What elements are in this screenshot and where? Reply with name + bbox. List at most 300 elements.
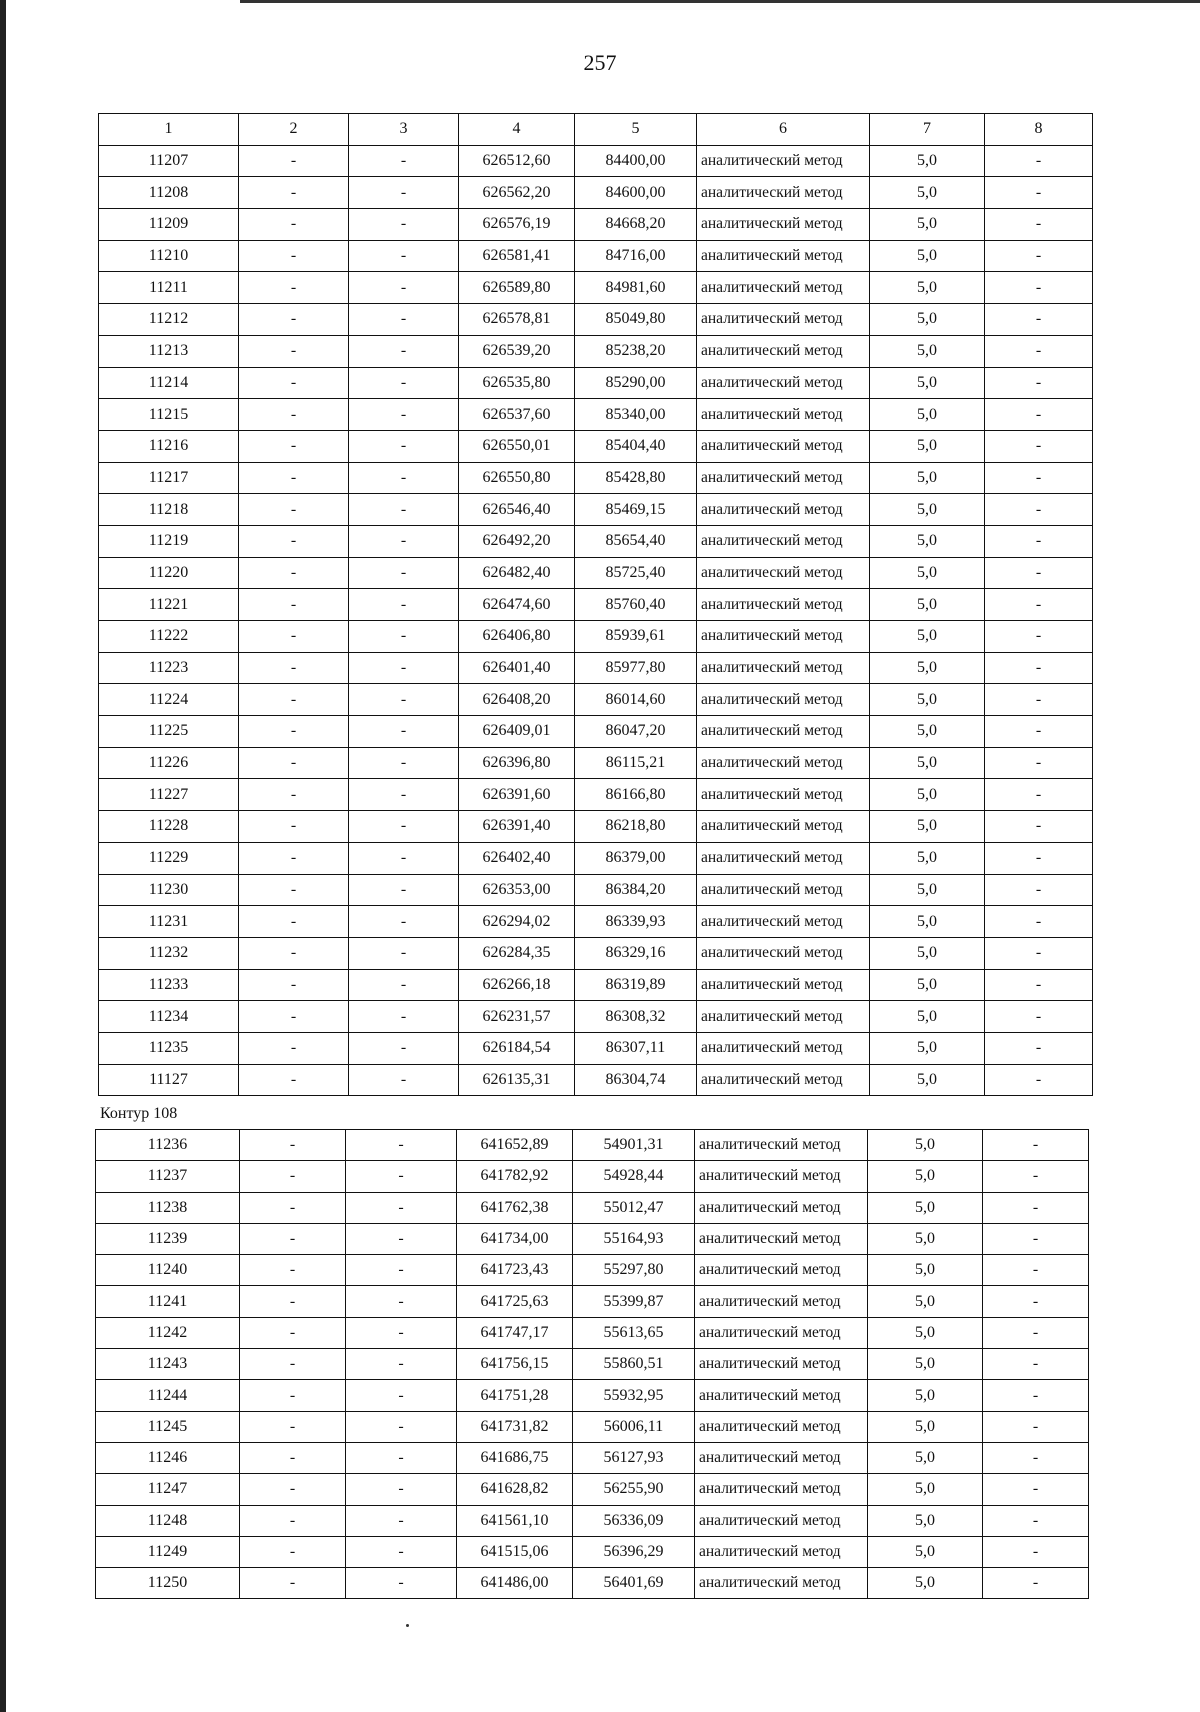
x-coordinate-cell: 626353,00 xyxy=(459,874,575,906)
dash-cell: - xyxy=(985,177,1093,209)
dash-cell: - xyxy=(240,1255,346,1286)
y-coordinate-cell: 86047,20 xyxy=(575,716,697,748)
dash-cell: - xyxy=(239,1064,349,1096)
x-coordinate-cell: 626401,40 xyxy=(459,652,575,684)
y-coordinate-cell: 56336,09 xyxy=(573,1505,695,1536)
dash-cell: - xyxy=(240,1536,346,1567)
table-row xyxy=(96,1505,1089,1536)
dash-cell: - xyxy=(240,1474,346,1505)
point-number-cell: 11246 xyxy=(96,1442,240,1473)
point-number-cell: 11212 xyxy=(99,304,239,336)
y-coordinate-cell: 86218,80 xyxy=(575,811,697,843)
dash-cell: - xyxy=(346,1380,457,1411)
table-row xyxy=(99,969,1093,1001)
point-number-cell: 11217 xyxy=(99,462,239,494)
dash-cell: - xyxy=(346,1286,457,1317)
method-cell: аналитический метод xyxy=(697,494,870,526)
x-coordinate-cell: 626184,54 xyxy=(459,1032,575,1064)
table-row xyxy=(96,1130,1089,1161)
dash-cell: - xyxy=(349,177,459,209)
dash-cell: - xyxy=(983,1192,1089,1223)
table-row xyxy=(99,145,1093,177)
page-number: 257 xyxy=(583,50,617,75)
point-number-cell: 11244 xyxy=(96,1380,240,1411)
x-coordinate-cell: 626409,01 xyxy=(459,716,575,748)
dash-cell: - xyxy=(239,209,349,241)
point-number-cell: 11211 xyxy=(99,272,239,304)
method-cell: аналитический метод xyxy=(697,430,870,462)
method-cell: аналитический метод xyxy=(695,1411,868,1442)
precision-cell: 5,0 xyxy=(868,1130,983,1161)
dash-cell: - xyxy=(983,1568,1089,1599)
table-row xyxy=(99,272,1093,304)
x-coordinate-cell: 626512,60 xyxy=(459,145,575,177)
method-cell: аналитический метод xyxy=(695,1380,868,1411)
dash-cell: - xyxy=(239,811,349,843)
precision-cell: 5,0 xyxy=(870,525,985,557)
dash-cell: - xyxy=(240,1442,346,1473)
point-number-cell: 11247 xyxy=(96,1474,240,1505)
method-cell: аналитический метод xyxy=(695,1536,868,1567)
dash-cell: - xyxy=(239,747,349,779)
dash-cell: - xyxy=(983,1474,1089,1505)
column-header: 1 xyxy=(99,114,239,146)
column-header: 7 xyxy=(870,114,985,146)
y-coordinate-cell: 85939,61 xyxy=(575,621,697,653)
dash-cell: - xyxy=(349,874,459,906)
x-coordinate-cell: 641561,10 xyxy=(457,1505,573,1536)
dash-cell: - xyxy=(239,842,349,874)
x-coordinate-cell: 626581,41 xyxy=(459,240,575,272)
table-row xyxy=(99,1064,1093,1096)
dash-cell: - xyxy=(349,462,459,494)
dash-cell: - xyxy=(349,906,459,938)
dash-cell: - xyxy=(983,1411,1089,1442)
method-cell: аналитический метод xyxy=(697,525,870,557)
x-coordinate-cell: 641747,17 xyxy=(457,1317,573,1348)
dash-cell: - xyxy=(349,1064,459,1096)
dash-cell: - xyxy=(240,1130,346,1161)
point-number-cell: 11225 xyxy=(99,716,239,748)
precision-cell: 5,0 xyxy=(870,177,985,209)
y-coordinate-cell: 86304,74 xyxy=(575,1064,697,1096)
contour-label: Контур 108 xyxy=(100,1105,178,1122)
x-coordinate-cell: 641515,06 xyxy=(457,1536,573,1567)
table-row xyxy=(99,399,1093,431)
method-cell: аналитический метод xyxy=(697,399,870,431)
method-cell: аналитический метод xyxy=(697,145,870,177)
point-number-cell: 11209 xyxy=(99,209,239,241)
point-number-cell: 11208 xyxy=(99,177,239,209)
y-coordinate-cell: 85469,15 xyxy=(575,494,697,526)
y-coordinate-cell: 55860,51 xyxy=(573,1349,695,1380)
dash-cell: - xyxy=(239,684,349,716)
precision-cell: 5,0 xyxy=(870,240,985,272)
dash-cell: - xyxy=(346,1161,457,1192)
scan-edge-bar xyxy=(0,0,6,1712)
dash-cell: - xyxy=(985,621,1093,653)
table-row xyxy=(96,1349,1089,1380)
dash-cell: - xyxy=(349,969,459,1001)
column-header: 2 xyxy=(239,114,349,146)
precision-cell: 5,0 xyxy=(870,557,985,589)
y-coordinate-cell: 86319,89 xyxy=(575,969,697,1001)
table-row xyxy=(99,462,1093,494)
precision-cell: 5,0 xyxy=(868,1536,983,1567)
point-number-cell: 11218 xyxy=(99,494,239,526)
point-number-cell: 11250 xyxy=(96,1568,240,1599)
dash-cell: - xyxy=(346,1349,457,1380)
x-coordinate-cell: 626402,40 xyxy=(459,842,575,874)
y-coordinate-cell: 85977,80 xyxy=(575,652,697,684)
dash-cell: - xyxy=(985,684,1093,716)
table-row xyxy=(99,621,1093,653)
dash-cell: - xyxy=(985,367,1093,399)
dash-cell: - xyxy=(239,716,349,748)
precision-cell: 5,0 xyxy=(870,145,985,177)
column-header: 3 xyxy=(349,114,459,146)
table-row xyxy=(99,589,1093,621)
method-cell: аналитический метод xyxy=(695,1255,868,1286)
table-row xyxy=(99,430,1093,462)
table-row xyxy=(99,842,1093,874)
method-cell: аналитический метод xyxy=(697,716,870,748)
precision-cell: 5,0 xyxy=(868,1411,983,1442)
dash-cell: - xyxy=(239,272,349,304)
table-row xyxy=(96,1380,1089,1411)
table-row xyxy=(96,1161,1089,1192)
table-header-row xyxy=(99,114,1093,146)
point-number-cell: 11221 xyxy=(99,589,239,621)
table-row xyxy=(99,525,1093,557)
table-row xyxy=(99,684,1093,716)
dash-cell: - xyxy=(985,716,1093,748)
dash-cell: - xyxy=(349,811,459,843)
dash-cell: - xyxy=(239,1001,349,1033)
precision-cell: 5,0 xyxy=(870,399,985,431)
precision-cell: 5,0 xyxy=(870,494,985,526)
method-cell: аналитический метод xyxy=(697,652,870,684)
point-number-cell: 11226 xyxy=(99,747,239,779)
precision-cell: 5,0 xyxy=(870,335,985,367)
dash-cell: - xyxy=(240,1411,346,1442)
table-row xyxy=(99,937,1093,969)
method-cell: аналитический метод xyxy=(695,1161,868,1192)
method-cell: аналитический метод xyxy=(695,1286,868,1317)
dash-cell: - xyxy=(985,842,1093,874)
precision-cell: 5,0 xyxy=(870,272,985,304)
dash-cell: - xyxy=(349,747,459,779)
method-cell: аналитический метод xyxy=(697,177,870,209)
dash-cell: - xyxy=(985,589,1093,621)
y-coordinate-cell: 85654,40 xyxy=(575,525,697,557)
y-coordinate-cell: 54928,44 xyxy=(573,1161,695,1192)
y-coordinate-cell: 86384,20 xyxy=(575,874,697,906)
dash-cell: - xyxy=(239,621,349,653)
precision-cell: 5,0 xyxy=(868,1192,983,1223)
point-number-cell: 11222 xyxy=(99,621,239,653)
dash-cell: - xyxy=(983,1442,1089,1473)
dash-cell: - xyxy=(240,1317,346,1348)
point-number-cell: 11237 xyxy=(96,1161,240,1192)
point-number-cell: 11235 xyxy=(99,1032,239,1064)
table-row xyxy=(96,1255,1089,1286)
point-number-cell: 11223 xyxy=(99,652,239,684)
dash-cell: - xyxy=(349,240,459,272)
dash-cell: - xyxy=(346,1192,457,1223)
table-row xyxy=(99,906,1093,938)
dash-cell: - xyxy=(985,1001,1093,1033)
x-coordinate-cell: 626284,35 xyxy=(459,937,575,969)
dash-cell: - xyxy=(985,272,1093,304)
x-coordinate-cell: 641686,75 xyxy=(457,1442,573,1473)
dash-cell: - xyxy=(239,525,349,557)
y-coordinate-cell: 55399,87 xyxy=(573,1286,695,1317)
table-row xyxy=(96,1317,1089,1348)
method-cell: аналитический метод xyxy=(695,1568,868,1599)
x-coordinate-cell: 626492,20 xyxy=(459,525,575,557)
dash-cell: - xyxy=(983,1223,1089,1254)
precision-cell: 5,0 xyxy=(870,621,985,653)
column-header: 4 xyxy=(459,114,575,146)
method-cell: аналитический метод xyxy=(697,335,870,367)
dash-cell: - xyxy=(239,779,349,811)
point-number-cell: 11233 xyxy=(99,969,239,1001)
table-row xyxy=(99,494,1093,526)
dash-cell: - xyxy=(346,1536,457,1567)
x-coordinate-cell: 626396,80 xyxy=(459,747,575,779)
dash-cell: - xyxy=(239,874,349,906)
point-number-cell: 11229 xyxy=(99,842,239,874)
dash-cell: - xyxy=(985,557,1093,589)
precision-cell: 5,0 xyxy=(868,1380,983,1411)
point-number-cell: 11238 xyxy=(96,1192,240,1223)
method-cell: аналитический метод xyxy=(695,1317,868,1348)
dash-cell: - xyxy=(239,969,349,1001)
dash-cell: - xyxy=(349,145,459,177)
y-coordinate-cell: 55932,95 xyxy=(573,1380,695,1411)
point-number-cell: 11234 xyxy=(99,1001,239,1033)
method-cell: аналитический метод xyxy=(697,811,870,843)
y-coordinate-cell: 86379,00 xyxy=(575,842,697,874)
table-row xyxy=(99,716,1093,748)
precision-cell: 5,0 xyxy=(870,779,985,811)
y-coordinate-cell: 85428,80 xyxy=(575,462,697,494)
table-row xyxy=(96,1568,1089,1599)
y-coordinate-cell: 85404,40 xyxy=(575,430,697,462)
y-coordinate-cell: 85049,80 xyxy=(575,304,697,336)
table-row xyxy=(99,874,1093,906)
precision-cell: 5,0 xyxy=(870,906,985,938)
table-row xyxy=(99,335,1093,367)
dash-cell: - xyxy=(349,589,459,621)
dash-cell: - xyxy=(239,906,349,938)
precision-cell: 5,0 xyxy=(868,1255,983,1286)
precision-cell: 5,0 xyxy=(868,1474,983,1505)
point-number-cell: 11127 xyxy=(99,1064,239,1096)
precision-cell: 5,0 xyxy=(868,1286,983,1317)
table-row xyxy=(99,240,1093,272)
point-number-cell: 11210 xyxy=(99,240,239,272)
table-row xyxy=(96,1442,1089,1473)
precision-cell: 5,0 xyxy=(870,684,985,716)
dash-cell: - xyxy=(349,684,459,716)
point-number-cell: 11214 xyxy=(99,367,239,399)
method-cell: аналитический метод xyxy=(695,1130,868,1161)
table-row xyxy=(99,304,1093,336)
precision-cell: 5,0 xyxy=(870,969,985,1001)
dash-cell: - xyxy=(985,209,1093,241)
y-coordinate-cell: 86307,11 xyxy=(575,1032,697,1064)
y-coordinate-cell: 55613,65 xyxy=(573,1317,695,1348)
x-coordinate-cell: 626294,02 xyxy=(459,906,575,938)
column-header: 8 xyxy=(985,114,1093,146)
precision-cell: 5,0 xyxy=(870,462,985,494)
y-coordinate-cell: 54901,31 xyxy=(573,1130,695,1161)
dash-cell: - xyxy=(240,1505,346,1536)
dash-cell: - xyxy=(985,240,1093,272)
table-row xyxy=(96,1286,1089,1317)
y-coordinate-cell: 84981,60 xyxy=(575,272,697,304)
method-cell: аналитический метод xyxy=(697,874,870,906)
dash-cell: - xyxy=(240,1223,346,1254)
x-coordinate-cell: 641734,00 xyxy=(457,1223,573,1254)
dash-cell: - xyxy=(985,1064,1093,1096)
precision-cell: 5,0 xyxy=(870,811,985,843)
precision-cell: 5,0 xyxy=(870,842,985,874)
precision-cell: 5,0 xyxy=(870,367,985,399)
x-coordinate-cell: 626562,20 xyxy=(459,177,575,209)
table-row xyxy=(96,1223,1089,1254)
x-coordinate-cell: 626266,18 xyxy=(459,969,575,1001)
method-cell: аналитический метод xyxy=(697,779,870,811)
table-row xyxy=(96,1536,1089,1567)
dash-cell: - xyxy=(983,1130,1089,1161)
x-coordinate-cell: 641725,63 xyxy=(457,1286,573,1317)
x-coordinate-cell: 641782,92 xyxy=(457,1161,573,1192)
point-number-cell: 11216 xyxy=(99,430,239,462)
point-number-cell: 11213 xyxy=(99,335,239,367)
scan-speck xyxy=(406,1624,409,1627)
table-row xyxy=(99,177,1093,209)
y-coordinate-cell: 85725,40 xyxy=(575,557,697,589)
point-number-cell: 11230 xyxy=(99,874,239,906)
scan-top-line xyxy=(240,0,1200,3)
table-row xyxy=(99,1032,1093,1064)
dash-cell: - xyxy=(349,652,459,684)
dash-cell: - xyxy=(349,525,459,557)
method-cell: аналитический метод xyxy=(697,969,870,1001)
dash-cell: - xyxy=(983,1255,1089,1286)
precision-cell: 5,0 xyxy=(868,1505,983,1536)
point-number-cell: 11232 xyxy=(99,937,239,969)
x-coordinate-cell: 641652,89 xyxy=(457,1130,573,1161)
y-coordinate-cell: 86329,16 xyxy=(575,937,697,969)
point-number-cell: 11236 xyxy=(96,1130,240,1161)
x-coordinate-cell: 626535,80 xyxy=(459,367,575,399)
table-row xyxy=(99,1001,1093,1033)
method-cell: аналитический метод xyxy=(697,589,870,621)
y-coordinate-cell: 86308,32 xyxy=(575,1001,697,1033)
dash-cell: - xyxy=(349,716,459,748)
dash-cell: - xyxy=(346,1130,457,1161)
dash-cell: - xyxy=(985,430,1093,462)
dash-cell: - xyxy=(239,557,349,589)
dash-cell: - xyxy=(985,937,1093,969)
dash-cell: - xyxy=(985,874,1093,906)
precision-cell: 5,0 xyxy=(868,1317,983,1348)
method-cell: аналитический метод xyxy=(697,209,870,241)
method-cell: аналитический метод xyxy=(697,684,870,716)
point-number-cell: 11241 xyxy=(96,1286,240,1317)
dash-cell: - xyxy=(349,209,459,241)
precision-cell: 5,0 xyxy=(870,747,985,779)
x-coordinate-cell: 641723,43 xyxy=(457,1255,573,1286)
method-cell: аналитический метод xyxy=(697,937,870,969)
y-coordinate-cell: 55164,93 xyxy=(573,1223,695,1254)
table-row xyxy=(99,747,1093,779)
table-row xyxy=(96,1411,1089,1442)
precision-cell: 5,0 xyxy=(870,430,985,462)
dash-cell: - xyxy=(239,304,349,336)
point-number-cell: 11207 xyxy=(99,145,239,177)
method-cell: аналитический метод xyxy=(695,1505,868,1536)
dash-cell: - xyxy=(349,304,459,336)
dash-cell: - xyxy=(349,430,459,462)
precision-cell: 5,0 xyxy=(868,1568,983,1599)
dash-cell: - xyxy=(349,335,459,367)
y-coordinate-cell: 86014,60 xyxy=(575,684,697,716)
y-coordinate-cell: 84716,00 xyxy=(575,240,697,272)
point-number-cell: 11245 xyxy=(96,1411,240,1442)
dash-cell: - xyxy=(239,589,349,621)
precision-cell: 5,0 xyxy=(870,589,985,621)
y-coordinate-cell: 86166,80 xyxy=(575,779,697,811)
dash-cell: - xyxy=(239,399,349,431)
x-coordinate-cell: 626135,31 xyxy=(459,1064,575,1096)
dash-cell: - xyxy=(349,1001,459,1033)
point-number-cell: 11224 xyxy=(99,684,239,716)
dash-cell: - xyxy=(985,811,1093,843)
dash-cell: - xyxy=(239,367,349,399)
dash-cell: - xyxy=(346,1223,457,1254)
dash-cell: - xyxy=(983,1505,1089,1536)
x-coordinate-cell: 641486,00 xyxy=(457,1568,573,1599)
dash-cell: - xyxy=(985,304,1093,336)
y-coordinate-cell: 86115,21 xyxy=(575,747,697,779)
dash-cell: - xyxy=(985,969,1093,1001)
table-row xyxy=(99,779,1093,811)
method-cell: аналитический метод xyxy=(695,1349,868,1380)
point-number-cell: 11231 xyxy=(99,906,239,938)
dash-cell: - xyxy=(346,1505,457,1536)
x-coordinate-cell: 626231,57 xyxy=(459,1001,575,1033)
precision-cell: 5,0 xyxy=(870,209,985,241)
dash-cell: - xyxy=(239,430,349,462)
dash-cell: - xyxy=(349,779,459,811)
point-number-cell: 11219 xyxy=(99,525,239,557)
method-cell: аналитический метод xyxy=(697,240,870,272)
precision-cell: 5,0 xyxy=(870,937,985,969)
dash-cell: - xyxy=(240,1349,346,1380)
x-coordinate-cell: 626576,19 xyxy=(459,209,575,241)
method-cell: аналитический метод xyxy=(695,1223,868,1254)
dash-cell: - xyxy=(983,1286,1089,1317)
dash-cell: - xyxy=(985,335,1093,367)
dash-cell: - xyxy=(349,937,459,969)
dash-cell: - xyxy=(985,399,1093,431)
y-coordinate-cell: 56006,11 xyxy=(573,1411,695,1442)
